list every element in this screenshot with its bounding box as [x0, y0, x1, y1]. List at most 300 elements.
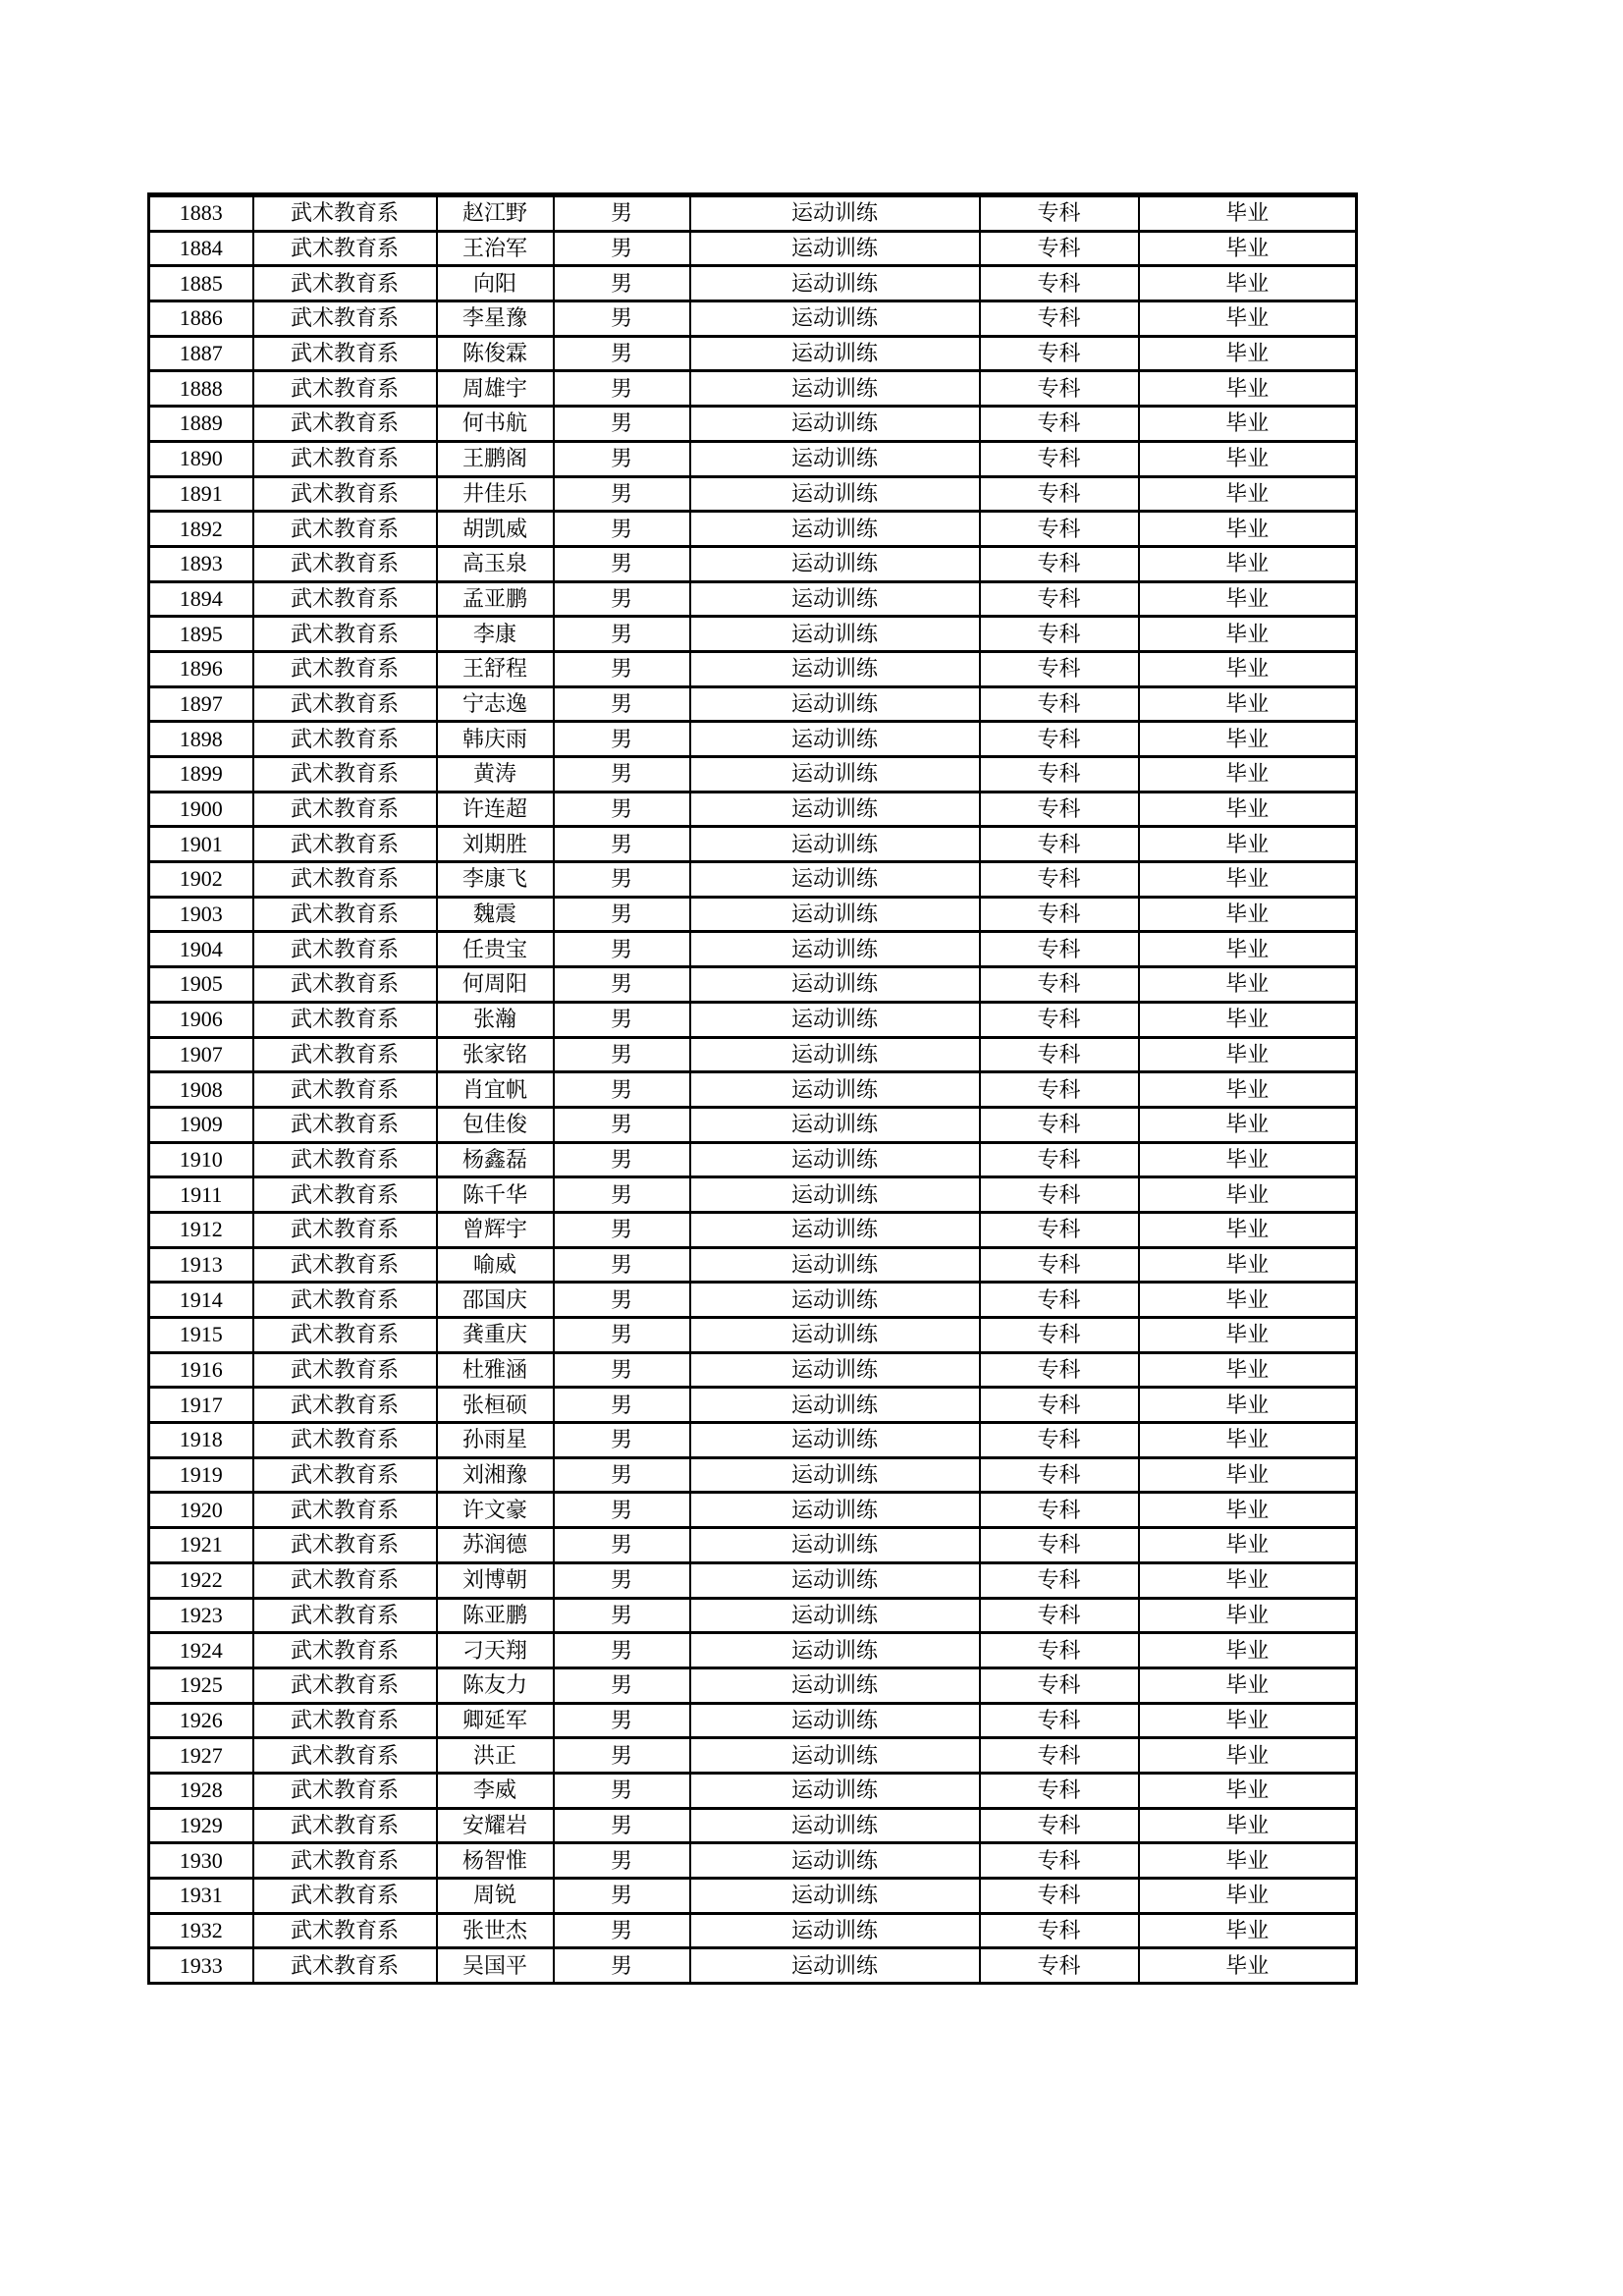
- student-roster-body: [149, 195, 1357, 1984]
- cell-name: 包佳俊: [437, 1107, 554, 1142]
- cell-status: 毕业: [1139, 1457, 1357, 1493]
- cell-name: 李星豫: [437, 301, 554, 337]
- cell-department: 武术教育系: [253, 827, 437, 862]
- cell-name: 宁志逸: [437, 686, 554, 722]
- cell-gender: 男: [554, 301, 690, 337]
- cell-name: 张瀚: [437, 1002, 554, 1037]
- cell-gender: 男: [554, 1037, 690, 1072]
- cell-level: 专科: [980, 581, 1139, 617]
- cell-gender: 男: [554, 1528, 690, 1563]
- cell-gender: 男: [554, 827, 690, 862]
- cell-status: 毕业: [1139, 1773, 1357, 1808]
- cell-number: 1907: [149, 1037, 253, 1072]
- cell-level: 专科: [980, 932, 1139, 967]
- cell-department: 武术教育系: [253, 1283, 437, 1318]
- cell-status: 毕业: [1139, 1879, 1357, 1914]
- cell-name: 杨鑫磊: [437, 1142, 554, 1177]
- cell-gender: 男: [554, 792, 690, 827]
- cell-major: 运动训练: [690, 1142, 980, 1177]
- cell-department: 武术教育系: [253, 336, 437, 371]
- table-row: [149, 1633, 1357, 1668]
- table-row: [149, 1598, 1357, 1633]
- cell-gender: 男: [554, 546, 690, 581]
- cell-level: 专科: [980, 967, 1139, 1003]
- cell-status: 毕业: [1139, 1212, 1357, 1247]
- cell-name: 何周阳: [437, 967, 554, 1003]
- cell-gender: 男: [554, 1879, 690, 1914]
- cell-level: 专科: [980, 1843, 1139, 1879]
- table-row: [149, 441, 1357, 476]
- cell-status: 毕业: [1139, 546, 1357, 581]
- cell-gender: 男: [554, 1457, 690, 1493]
- table-row: [149, 231, 1357, 266]
- table-row: [149, 1843, 1357, 1879]
- cell-level: 专科: [980, 195, 1139, 232]
- table-row: [149, 336, 1357, 371]
- cell-number: 1909: [149, 1107, 253, 1142]
- cell-department: 武术教育系: [253, 1318, 437, 1353]
- cell-status: 毕业: [1139, 581, 1357, 617]
- cell-status: 毕业: [1139, 1423, 1357, 1458]
- cell-major: 运动训练: [690, 1738, 980, 1774]
- cell-department: 武术教育系: [253, 1423, 437, 1458]
- cell-status: 毕业: [1139, 1738, 1357, 1774]
- cell-number: 1900: [149, 792, 253, 827]
- cell-major: 运动训练: [690, 1667, 980, 1703]
- cell-level: 专科: [980, 1318, 1139, 1353]
- cell-name: 杜雅涵: [437, 1352, 554, 1388]
- cell-status: 毕业: [1139, 897, 1357, 932]
- cell-gender: 男: [554, 1493, 690, 1528]
- cell-level: 专科: [980, 1037, 1139, 1072]
- cell-level: 专科: [980, 546, 1139, 581]
- cell-number: 1902: [149, 862, 253, 898]
- cell-level: 专科: [980, 1598, 1139, 1633]
- cell-major: 运动训练: [690, 1843, 980, 1879]
- cell-major: 运动训练: [690, 476, 980, 512]
- cell-department: 武术教育系: [253, 231, 437, 266]
- cell-status: 毕业: [1139, 967, 1357, 1003]
- cell-level: 专科: [980, 686, 1139, 722]
- cell-status: 毕业: [1139, 686, 1357, 722]
- cell-name: 赵江野: [437, 195, 554, 232]
- cell-name: 王鹏阁: [437, 441, 554, 476]
- cell-level: 专科: [980, 1283, 1139, 1318]
- cell-department: 武术教育系: [253, 1142, 437, 1177]
- table-row: [149, 757, 1357, 793]
- cell-number: 1917: [149, 1388, 253, 1423]
- cell-number: 1894: [149, 581, 253, 617]
- cell-department: 武术教育系: [253, 1107, 437, 1142]
- cell-status: 毕业: [1139, 757, 1357, 793]
- cell-major: 运动训练: [690, 1037, 980, 1072]
- table-row: [149, 1738, 1357, 1774]
- table-row: [149, 371, 1357, 407]
- cell-major: 运动训练: [690, 686, 980, 722]
- cell-level: 专科: [980, 1177, 1139, 1213]
- cell-name: 李康飞: [437, 862, 554, 898]
- table-row: [149, 195, 1357, 232]
- cell-gender: 男: [554, 617, 690, 652]
- cell-level: 专科: [980, 336, 1139, 371]
- cell-gender: 男: [554, 1598, 690, 1633]
- cell-number: 1931: [149, 1879, 253, 1914]
- table-row: [149, 1037, 1357, 1072]
- cell-gender: 男: [554, 897, 690, 932]
- cell-status: 毕业: [1139, 1948, 1357, 1984]
- cell-number: 1908: [149, 1072, 253, 1108]
- cell-name: 曾辉宇: [437, 1212, 554, 1247]
- cell-major: 运动训练: [690, 512, 980, 547]
- cell-gender: 男: [554, 266, 690, 301]
- cell-status: 毕业: [1139, 266, 1357, 301]
- cell-gender: 男: [554, 1948, 690, 1984]
- cell-status: 毕业: [1139, 722, 1357, 757]
- cell-number: 1893: [149, 546, 253, 581]
- table-row: [149, 792, 1357, 827]
- cell-level: 专科: [980, 1879, 1139, 1914]
- cell-department: 武术教育系: [253, 1528, 437, 1563]
- cell-number: 1886: [149, 301, 253, 337]
- cell-number: 1903: [149, 897, 253, 932]
- cell-level: 专科: [980, 512, 1139, 547]
- cell-status: 毕业: [1139, 932, 1357, 967]
- cell-major: 运动训练: [690, 722, 980, 757]
- cell-major: 运动训练: [690, 1703, 980, 1738]
- cell-gender: 男: [554, 1107, 690, 1142]
- cell-major: 运动训练: [690, 792, 980, 827]
- cell-name: 刘博朝: [437, 1562, 554, 1598]
- cell-department: 武术教育系: [253, 722, 437, 757]
- table-row: [149, 1528, 1357, 1563]
- cell-gender: 男: [554, 651, 690, 686]
- cell-department: 武术教育系: [253, 441, 437, 476]
- table-row: [149, 1808, 1357, 1843]
- cell-gender: 男: [554, 686, 690, 722]
- cell-name: 卿延军: [437, 1703, 554, 1738]
- cell-status: 毕业: [1139, 1388, 1357, 1423]
- cell-gender: 男: [554, 1318, 690, 1353]
- cell-name: 井佳乐: [437, 476, 554, 512]
- cell-gender: 男: [554, 1913, 690, 1948]
- cell-level: 专科: [980, 407, 1139, 442]
- cell-number: 1901: [149, 827, 253, 862]
- cell-major: 运动训练: [690, 441, 980, 476]
- cell-gender: 男: [554, 581, 690, 617]
- cell-number: 1927: [149, 1738, 253, 1774]
- cell-major: 运动训练: [690, 1388, 980, 1423]
- cell-department: 武术教育系: [253, 1352, 437, 1388]
- cell-department: 武术教育系: [253, 1212, 437, 1247]
- cell-level: 专科: [980, 792, 1139, 827]
- cell-number: 1905: [149, 967, 253, 1003]
- cell-department: 武术教育系: [253, 897, 437, 932]
- student-roster-table: [147, 192, 1358, 1985]
- cell-major: 运动训练: [690, 301, 980, 337]
- cell-number: 1906: [149, 1002, 253, 1037]
- cell-level: 专科: [980, 1212, 1139, 1247]
- cell-major: 运动训练: [690, 1948, 980, 1984]
- cell-number: 1919: [149, 1457, 253, 1493]
- cell-gender: 男: [554, 1773, 690, 1808]
- cell-department: 武术教育系: [253, 1598, 437, 1633]
- cell-gender: 男: [554, 1633, 690, 1668]
- cell-major: 运动训练: [690, 581, 980, 617]
- cell-level: 专科: [980, 862, 1139, 898]
- cell-department: 武术教育系: [253, 932, 437, 967]
- cell-status: 毕业: [1139, 1072, 1357, 1108]
- cell-level: 专科: [980, 1948, 1139, 1984]
- cell-department: 武术教育系: [253, 686, 437, 722]
- cell-name: 向阳: [437, 266, 554, 301]
- cell-major: 运动训练: [690, 1633, 980, 1668]
- table-row: [149, 1177, 1357, 1213]
- cell-number: 1911: [149, 1177, 253, 1213]
- cell-gender: 男: [554, 1072, 690, 1108]
- cell-number: 1914: [149, 1283, 253, 1318]
- cell-number: 1923: [149, 1598, 253, 1633]
- cell-number: 1890: [149, 441, 253, 476]
- cell-department: 武术教育系: [253, 301, 437, 337]
- cell-name: 吴国平: [437, 1948, 554, 1984]
- cell-status: 毕业: [1139, 1633, 1357, 1668]
- cell-status: 毕业: [1139, 1598, 1357, 1633]
- table-row: [149, 546, 1357, 581]
- table-row: [149, 932, 1357, 967]
- cell-status: 毕业: [1139, 651, 1357, 686]
- cell-major: 运动训练: [690, 1352, 980, 1388]
- table-row: [149, 1493, 1357, 1528]
- table-row: [149, 1703, 1357, 1738]
- table-row: [149, 722, 1357, 757]
- cell-major: 运动训练: [690, 1879, 980, 1914]
- cell-gender: 男: [554, 441, 690, 476]
- cell-major: 运动训练: [690, 1177, 980, 1213]
- cell-status: 毕业: [1139, 1528, 1357, 1563]
- table-row: [149, 967, 1357, 1003]
- cell-gender: 男: [554, 1283, 690, 1318]
- cell-gender: 男: [554, 407, 690, 442]
- cell-department: 武术教育系: [253, 967, 437, 1003]
- cell-name: 李威: [437, 1773, 554, 1808]
- table-row: [149, 512, 1357, 547]
- cell-number: 1921: [149, 1528, 253, 1563]
- cell-status: 毕业: [1139, 231, 1357, 266]
- cell-gender: 男: [554, 512, 690, 547]
- cell-major: 运动训练: [690, 617, 980, 652]
- cell-department: 武术教育系: [253, 1843, 437, 1879]
- cell-gender: 男: [554, 476, 690, 512]
- cell-name: 刘期胜: [437, 827, 554, 862]
- cell-status: 毕业: [1139, 1107, 1357, 1142]
- cell-number: 1889: [149, 407, 253, 442]
- cell-name: 韩庆雨: [437, 722, 554, 757]
- cell-department: 武术教育系: [253, 1738, 437, 1774]
- table-row: [149, 1142, 1357, 1177]
- cell-number: 1888: [149, 371, 253, 407]
- cell-name: 刘湘豫: [437, 1457, 554, 1493]
- cell-department: 武术教育系: [253, 862, 437, 898]
- cell-major: 运动训练: [690, 1493, 980, 1528]
- cell-major: 运动训练: [690, 651, 980, 686]
- cell-name: 孟亚鹏: [437, 581, 554, 617]
- table-row: [149, 1913, 1357, 1948]
- table-row: [149, 476, 1357, 512]
- cell-number: 1884: [149, 231, 253, 266]
- table-row: [149, 1388, 1357, 1423]
- cell-major: 运动训练: [690, 1283, 980, 1318]
- cell-number: 1892: [149, 512, 253, 547]
- cell-gender: 男: [554, 1667, 690, 1703]
- cell-department: 武术教育系: [253, 1913, 437, 1948]
- cell-status: 毕业: [1139, 441, 1357, 476]
- cell-name: 高玉泉: [437, 546, 554, 581]
- table-row: [149, 1283, 1357, 1318]
- cell-gender: 男: [554, 1142, 690, 1177]
- cell-status: 毕业: [1139, 1037, 1357, 1072]
- cell-number: 1913: [149, 1247, 253, 1283]
- cell-number: 1929: [149, 1808, 253, 1843]
- cell-status: 毕业: [1139, 1318, 1357, 1353]
- cell-number: 1897: [149, 686, 253, 722]
- cell-number: 1912: [149, 1212, 253, 1247]
- cell-level: 专科: [980, 441, 1139, 476]
- cell-department: 武术教育系: [253, 1773, 437, 1808]
- cell-number: 1891: [149, 476, 253, 512]
- cell-number: 1896: [149, 651, 253, 686]
- cell-number: 1915: [149, 1318, 253, 1353]
- cell-major: 运动训练: [690, 266, 980, 301]
- cell-number: 1883: [149, 195, 253, 232]
- cell-name: 陈友力: [437, 1667, 554, 1703]
- table-row: [149, 581, 1357, 617]
- cell-gender: 男: [554, 1247, 690, 1283]
- cell-level: 专科: [980, 1457, 1139, 1493]
- table-row: [149, 651, 1357, 686]
- cell-major: 运动训练: [690, 1913, 980, 1948]
- cell-name: 陈亚鹏: [437, 1598, 554, 1633]
- cell-level: 专科: [980, 1247, 1139, 1283]
- cell-number: 1918: [149, 1423, 253, 1458]
- cell-gender: 男: [554, 967, 690, 1003]
- cell-name: 张世杰: [437, 1913, 554, 1948]
- cell-major: 运动训练: [690, 546, 980, 581]
- table-row: [149, 1107, 1357, 1142]
- cell-major: 运动训练: [690, 1107, 980, 1142]
- table-row: [149, 827, 1357, 862]
- cell-name: 许连超: [437, 792, 554, 827]
- cell-level: 专科: [980, 1423, 1139, 1458]
- table-row: [149, 1212, 1357, 1247]
- cell-name: 苏润德: [437, 1528, 554, 1563]
- table-row: [149, 1948, 1357, 1984]
- cell-name: 喻威: [437, 1247, 554, 1283]
- cell-level: 专科: [980, 1002, 1139, 1037]
- cell-name: 杨智惟: [437, 1843, 554, 1879]
- cell-level: 专科: [980, 651, 1139, 686]
- cell-name: 周锐: [437, 1879, 554, 1914]
- cell-department: 武术教育系: [253, 1247, 437, 1283]
- cell-status: 毕业: [1139, 1002, 1357, 1037]
- table-row: [149, 1352, 1357, 1388]
- cell-level: 专科: [980, 1388, 1139, 1423]
- cell-major: 运动训练: [690, 1318, 980, 1353]
- cell-major: 运动训练: [690, 407, 980, 442]
- cell-status: 毕业: [1139, 1283, 1357, 1318]
- cell-number: 1924: [149, 1633, 253, 1668]
- cell-name: 洪正: [437, 1738, 554, 1774]
- cell-department: 武术教育系: [253, 792, 437, 827]
- cell-number: 1928: [149, 1773, 253, 1808]
- cell-department: 武术教育系: [253, 1667, 437, 1703]
- cell-level: 专科: [980, 897, 1139, 932]
- cell-major: 运动训练: [690, 1002, 980, 1037]
- cell-gender: 男: [554, 862, 690, 898]
- cell-status: 毕业: [1139, 195, 1357, 232]
- cell-level: 专科: [980, 1528, 1139, 1563]
- cell-name: 邵国庆: [437, 1283, 554, 1318]
- cell-number: 1885: [149, 266, 253, 301]
- cell-status: 毕业: [1139, 1843, 1357, 1879]
- cell-level: 专科: [980, 827, 1139, 862]
- cell-department: 武术教育系: [253, 195, 437, 232]
- cell-name: 王治军: [437, 231, 554, 266]
- cell-status: 毕业: [1139, 1562, 1357, 1598]
- cell-level: 专科: [980, 1808, 1139, 1843]
- cell-department: 武术教育系: [253, 1703, 437, 1738]
- cell-number: 1926: [149, 1703, 253, 1738]
- cell-gender: 男: [554, 1703, 690, 1738]
- cell-level: 专科: [980, 231, 1139, 266]
- cell-gender: 男: [554, 1177, 690, 1213]
- cell-level: 专科: [980, 1913, 1139, 1948]
- cell-major: 运动训练: [690, 1457, 980, 1493]
- cell-number: 1920: [149, 1493, 253, 1528]
- cell-name: 魏震: [437, 897, 554, 932]
- cell-level: 专科: [980, 757, 1139, 793]
- cell-status: 毕业: [1139, 1493, 1357, 1528]
- table-row: [149, 1667, 1357, 1703]
- table-row: [149, 1072, 1357, 1108]
- cell-department: 武术教育系: [253, 757, 437, 793]
- cell-level: 专科: [980, 1352, 1139, 1388]
- cell-status: 毕业: [1139, 476, 1357, 512]
- cell-number: 1925: [149, 1667, 253, 1703]
- cell-major: 运动训练: [690, 1562, 980, 1598]
- cell-level: 专科: [980, 1667, 1139, 1703]
- cell-number: 1910: [149, 1142, 253, 1177]
- cell-name: 周雄宇: [437, 371, 554, 407]
- cell-name: 任贵宝: [437, 932, 554, 967]
- cell-name: 龚重庆: [437, 1318, 554, 1353]
- cell-name: 肖宜帆: [437, 1072, 554, 1108]
- cell-department: 武术教育系: [253, 1879, 437, 1914]
- cell-major: 运动训练: [690, 1598, 980, 1633]
- cell-major: 运动训练: [690, 195, 980, 232]
- cell-level: 专科: [980, 1703, 1139, 1738]
- cell-major: 运动训练: [690, 862, 980, 898]
- cell-status: 毕业: [1139, 336, 1357, 371]
- cell-level: 专科: [980, 476, 1139, 512]
- cell-major: 运动训练: [690, 932, 980, 967]
- cell-major: 运动训练: [690, 1423, 980, 1458]
- cell-number: 1933: [149, 1948, 253, 1984]
- cell-number: 1922: [149, 1562, 253, 1598]
- cell-level: 专科: [980, 1738, 1139, 1774]
- cell-department: 武术教育系: [253, 266, 437, 301]
- cell-major: 运动训练: [690, 1212, 980, 1247]
- table-row: [149, 266, 1357, 301]
